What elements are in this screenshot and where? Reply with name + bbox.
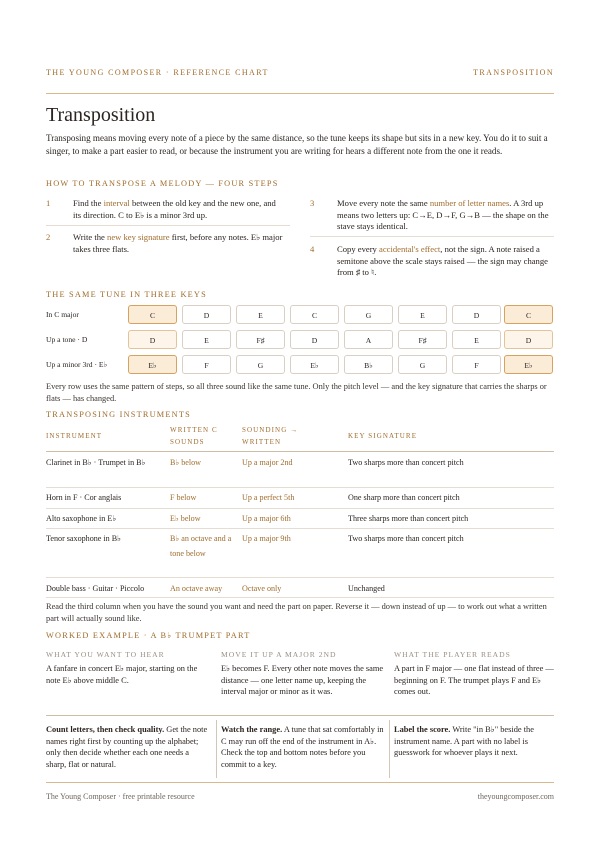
running-header (46, 68, 554, 77)
note-cell: D (290, 330, 339, 349)
instr-key: Two sharps more than concert pitch (348, 458, 464, 467)
col-key-signature: KEY SIGNATURE (348, 432, 418, 440)
note-cell: G (236, 355, 285, 374)
instr-name: Double bass · Guitar · Piccolo (46, 584, 145, 593)
steps-heading: HOW TO TRANSPOSE A MELODY — FOUR STEPS (46, 179, 279, 188)
note-cell: E♭ (128, 355, 177, 374)
step-divider (310, 236, 554, 237)
step-number: 1 (46, 198, 51, 208)
tune-row-label: In C major (46, 310, 79, 319)
note-cell: E♭ (290, 355, 339, 374)
step-accent: interval (103, 198, 130, 208)
note-cell: C (128, 305, 177, 324)
note-cell: D (182, 305, 231, 324)
worked-col-body: A fanfare in concert E♭ major, starting on the note E♭ above middle C. (46, 664, 198, 685)
tip-2 (221, 724, 386, 770)
instr-name: Tenor saxophone in B♭ (46, 534, 121, 543)
worked-col-body: E♭ becomes F. Every other note moves the same distance — one letter name up, keeping the interval major or minor as it was. (221, 664, 384, 697)
footer-link[interactable]: theyoungcomposer.com (477, 792, 554, 801)
table-header-rule (46, 451, 554, 452)
step-accent: new key signature (107, 232, 170, 242)
table-row-rule (46, 597, 554, 598)
worked-col-head: MOVE IT UP A MAJOR 2ND (221, 650, 337, 659)
table-row-rule (46, 528, 554, 529)
tip-3 (394, 724, 556, 759)
footer-left: The Young Composer · free printable resource (46, 792, 195, 801)
step-text: Find the (73, 198, 104, 208)
tip-title: Watch the range. (221, 725, 283, 734)
note-cell: G (398, 355, 447, 374)
step-text: , not the sign. A note raised a semitone above the scale stays raised — the sign may change from ♯ to ♮. (337, 244, 548, 278)
worked-col-body: A part in F major — one flat instead of three — beginning on F. The trumpet plays F and E♭ comes out. (394, 664, 554, 697)
note-cell: A (344, 330, 393, 349)
instr-name: Clarinet in B♭ · Trumpet in B♭ (46, 458, 146, 467)
tune-caption: Every row uses the same pattern of steps, so all three sound like the same tune. Only the pitch level — and the key signature that carries the sharps or flats — has changed. (46, 382, 547, 403)
tune-row-label: Up a minor 3rd · E♭ (46, 360, 108, 369)
step-text: between the old key and the new one, and its direction. C to E♭ is a minor 3rd up. (73, 198, 276, 220)
tip-title: Count letters, then check quality. (46, 725, 165, 734)
note-cell: F♯ (236, 330, 285, 349)
step-number: 2 (46, 232, 51, 242)
tune-heading: THE SAME TUNE IN THREE KEYS (46, 290, 207, 299)
worked-heading: WORKED EXAMPLE · A B♭ TRUMPET PART (46, 631, 251, 640)
header-right: TRANSPOSITION (473, 68, 554, 77)
note-cell: E (236, 305, 285, 324)
tip-text: Get the note names right first by counting up the alphabet; only then decide whether each one needs a sharp, flat or natural. (46, 725, 208, 769)
step-number: 3 (310, 198, 315, 208)
step-text: Copy every (337, 244, 380, 254)
tip-1 (46, 724, 211, 770)
note-cell: D (452, 305, 501, 324)
header-left: THE YOUNG COMPOSER · REFERENCE CHART (46, 68, 269, 77)
col-instrument: INSTRUMENT (46, 432, 103, 440)
instr-written: Up a major 6th (242, 514, 291, 523)
step-text: Write the (73, 232, 108, 242)
note-cell: D (128, 330, 177, 349)
intro-paragraph: Transposing means moving every note of a piece by the same distance, so the tune keeps its shape but sits in a new key. You do it to suit a singer, to make a part easier to read, or because the instrument you are writing for hears a different note from the one it reads. (46, 133, 548, 156)
instr-sounds: F below (170, 493, 197, 502)
step-text: . A 3rd up means two letters up: C→E, D→F, G→B — the shape on the stave stays identical. (337, 198, 549, 232)
tip-divider (216, 720, 217, 778)
table-row-rule (46, 487, 554, 488)
instr-written: Up a perfect 5th (242, 493, 295, 502)
tip-divider (389, 720, 390, 778)
note-cell: G (344, 305, 393, 324)
instr-key: Three sharps more than concert pitch (348, 514, 469, 523)
tune-row-label: Up a tone · D (46, 335, 88, 344)
note-cell: E♭ (504, 355, 553, 374)
step-number: 4 (310, 244, 315, 254)
header-rule (46, 93, 554, 94)
instr-sounds: E♭ below (170, 514, 201, 523)
step-divider (46, 225, 290, 226)
page-title: Transposition (46, 104, 156, 126)
tip-text: Write "in B♭" beside the instrument name. A part with no label is guesswork for whoever plays it next. (394, 725, 534, 758)
tip-title: Label the score. (394, 725, 451, 734)
note-cell: C (504, 305, 553, 324)
note-cell: E (452, 330, 501, 349)
col-written-c: WRITTEN C SOUNDS (170, 426, 218, 446)
worked-col-head: WHAT THE PLAYER READS (394, 650, 511, 659)
step-accent: accidental's effect (379, 244, 441, 254)
instr-key: Unchanged (348, 584, 385, 593)
tip-text: A tune that sat comfortably in C may run off the end of the instrument in A♭. Check the top and bottom notes before you commit to a key. (221, 725, 384, 769)
instr-heading: TRANSPOSING INSTRUMENTS (46, 410, 191, 419)
note-cell: F (452, 355, 501, 374)
note-cell: F♯ (398, 330, 447, 349)
note-cell: B♭ (344, 355, 393, 374)
note-cell: C (290, 305, 339, 324)
instr-sounds: An octave away (170, 584, 223, 593)
step-accent: number of letter names (429, 198, 510, 208)
instr-caption: Read the third column when you have the sound you want and need the part on paper. Reverse it — down instead of up — to work out what a written part will actually sound like. (46, 602, 547, 623)
instr-written: Up a major 2nd (242, 458, 293, 467)
tips-top-rule (46, 715, 554, 716)
instr-sounds: B♭ below (170, 458, 202, 467)
worked-col-head: WHAT YOU WANT TO HEAR (46, 650, 165, 659)
instr-written: Up a major 9th (242, 534, 291, 543)
col-sounding-written: SOUNDING → WRITTEN (242, 426, 299, 446)
table-row-rule (46, 577, 554, 578)
instr-key: Two sharps more than concert pitch (348, 534, 464, 543)
footer (46, 792, 554, 801)
footer-rule (46, 782, 554, 783)
step-text: first, before any notes. E♭ major takes three flats. (73, 232, 283, 254)
instr-sounds: B♭ an octave and a tone below (170, 534, 232, 558)
step-text: Move every note the same (337, 198, 430, 208)
note-cell: E (182, 330, 231, 349)
note-cell: F (182, 355, 231, 374)
note-cell: D (504, 330, 553, 349)
instr-name: Alto saxophone in E♭ (46, 514, 117, 523)
instr-key: One sharp more than concert pitch (348, 493, 460, 502)
instr-name: Horn in F · Cor anglais (46, 493, 122, 502)
table-row-rule (46, 508, 554, 509)
note-cell: E (398, 305, 447, 324)
instr-written: Octave only (242, 584, 282, 593)
